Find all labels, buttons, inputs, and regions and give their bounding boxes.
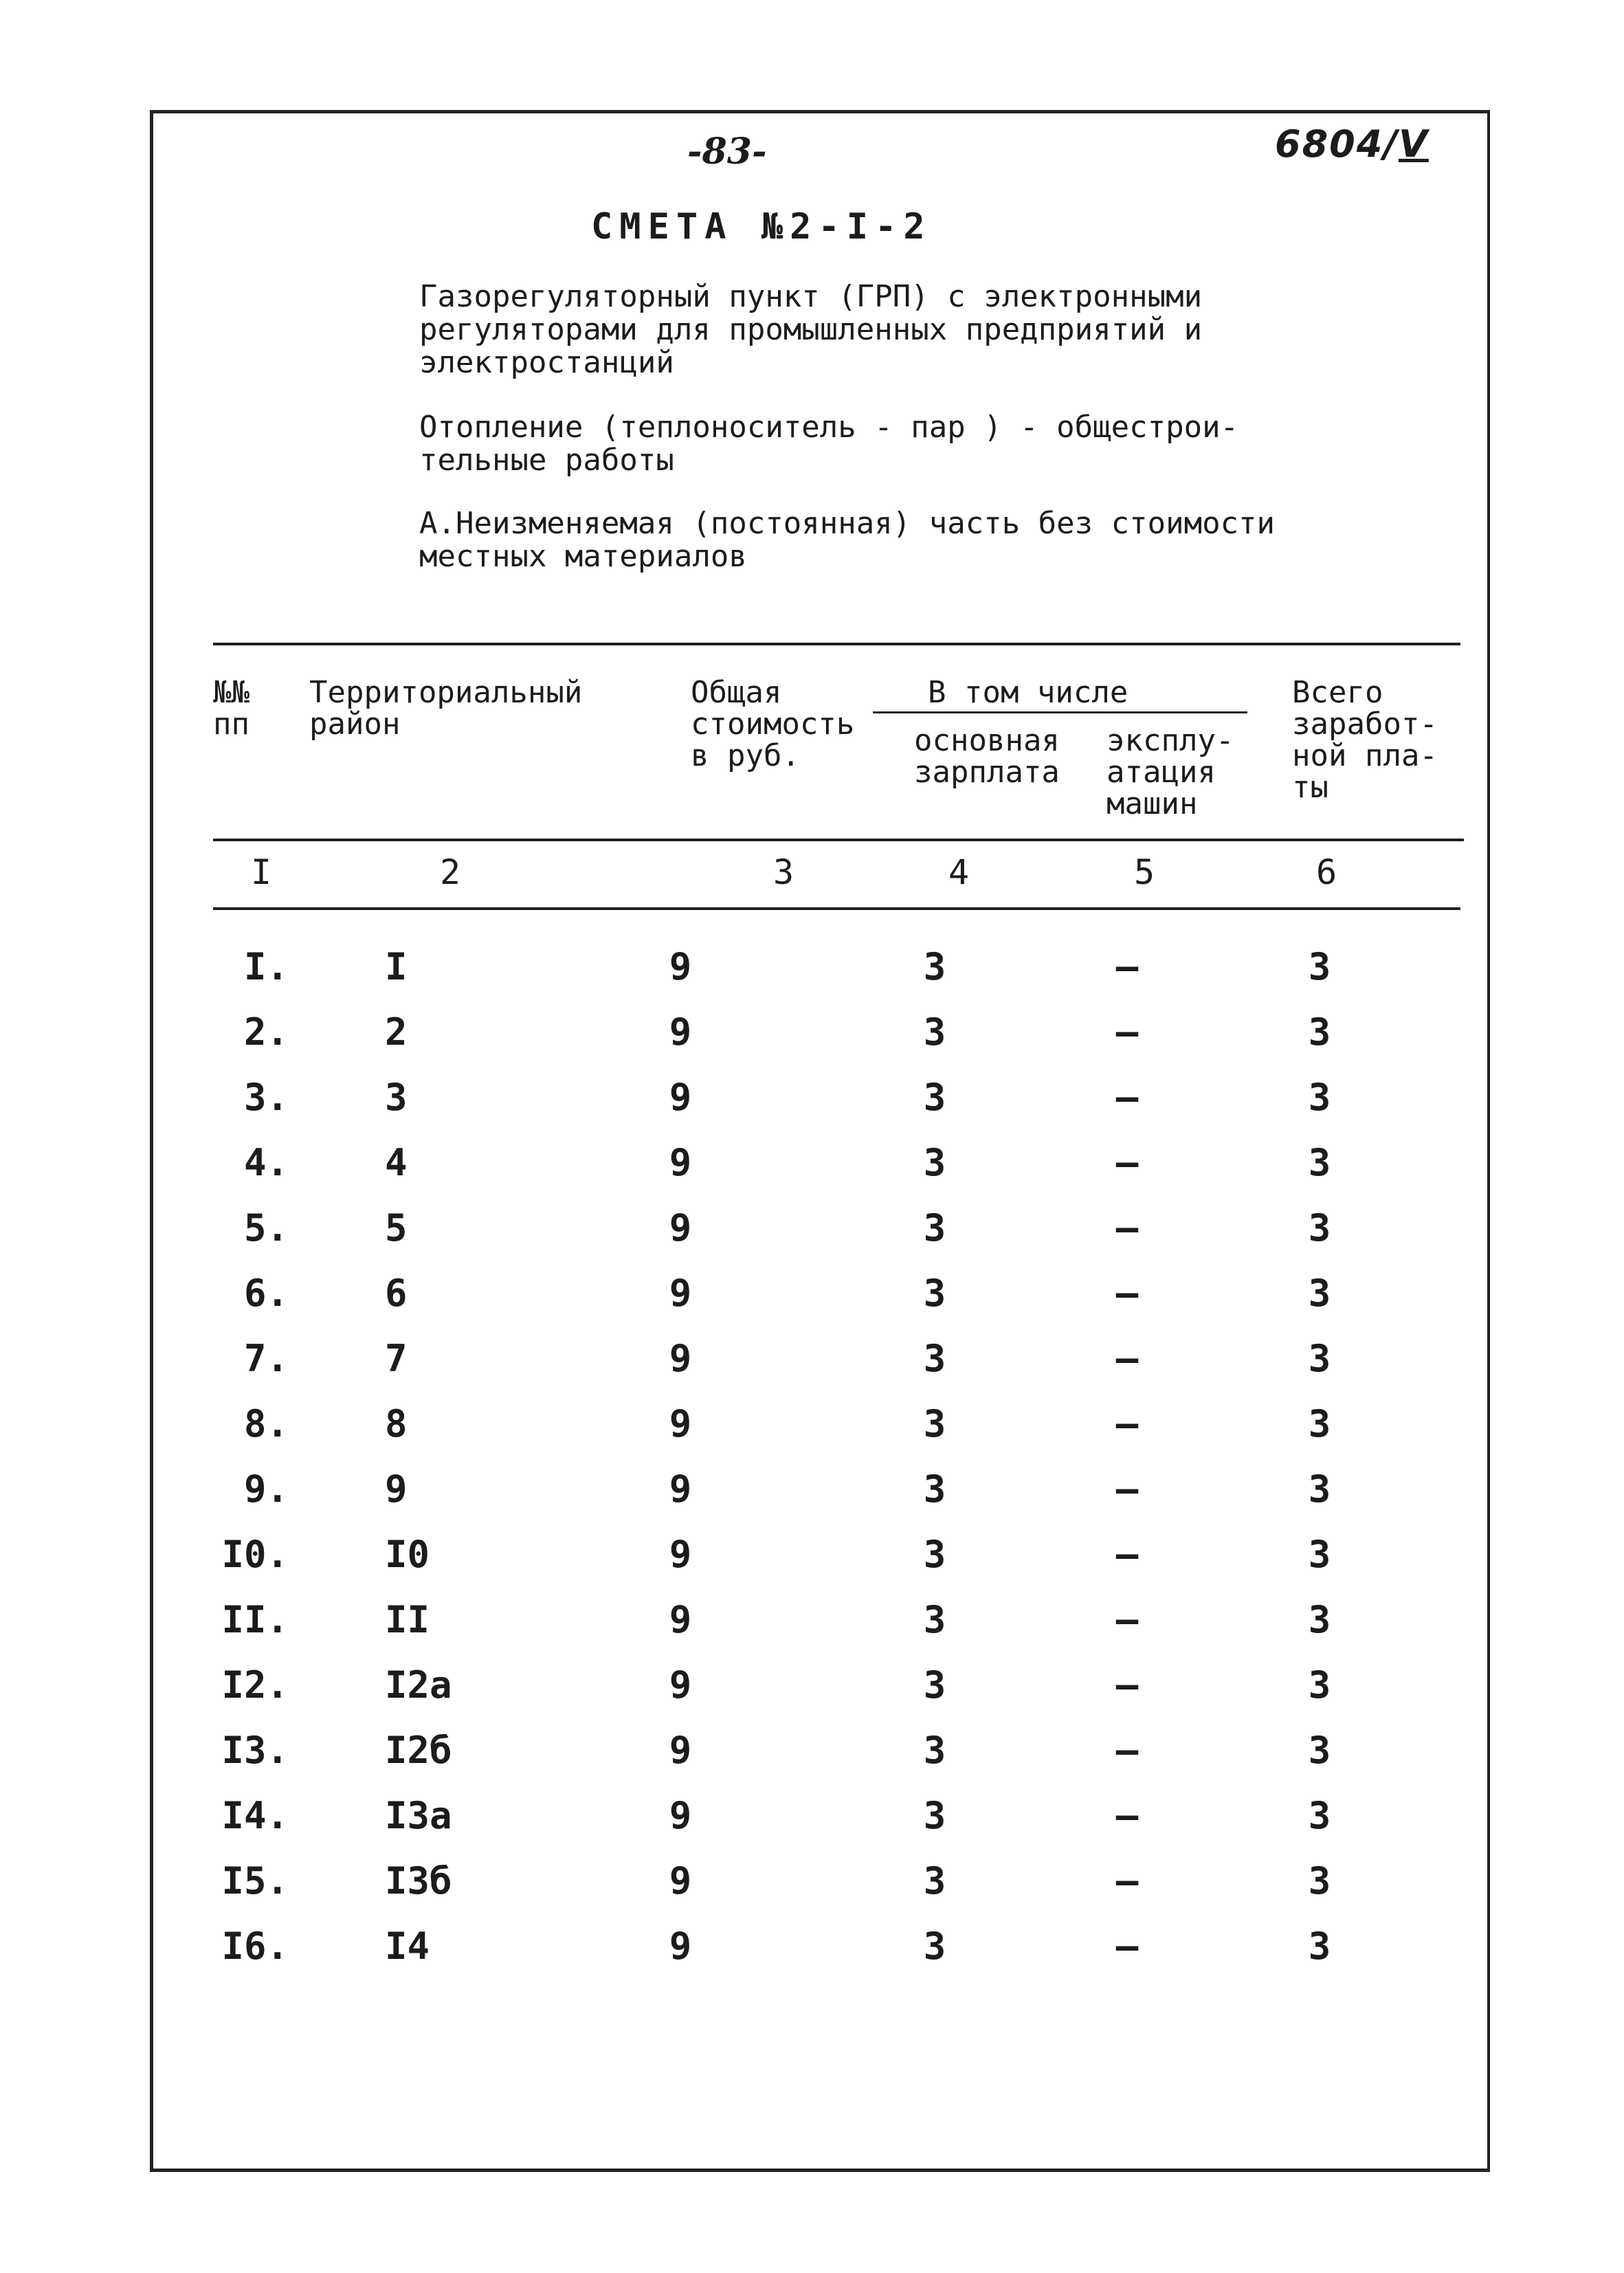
column-number-3: 3 — [772, 852, 794, 892]
table-row — [0, 1663, 1624, 1725]
total-wage-cell: 3 — [1308, 1337, 1331, 1380]
total-cost-cell: 9 — [669, 1663, 692, 1707]
total-cost-cell: 9 — [669, 945, 692, 988]
table-top-rule — [213, 643, 1460, 645]
section-name: Отопление (теплоноситель - пар ) - общестрои- тельные работы — [419, 410, 1239, 478]
total-cost-cell: 9 — [669, 1076, 692, 1119]
total-wage-cell: 3 — [1308, 1076, 1331, 1119]
total-cost-cell: 9 — [669, 1010, 692, 1054]
total-wage-cell: 3 — [1308, 1141, 1331, 1184]
header-total-cost: Общая стоимость в руб. — [691, 675, 855, 773]
total-cost-cell: 9 — [669, 1337, 692, 1380]
header-machine-operation: эксплу- атация машин — [1106, 723, 1234, 821]
row-number: 7. — [243, 1337, 289, 1380]
total-wage-cell: 3 — [1308, 1010, 1331, 1054]
row-number: 2. — [243, 1010, 289, 1054]
row-number: 3. — [243, 1076, 289, 1119]
object-description: Газорегуляторный пункт (ГРП) с электронными регуляторами для промышленных предприятий и электростанций — [419, 279, 1203, 380]
document-title: СМЕТА №2-I-2 — [591, 206, 932, 247]
total-wage-cell: 3 — [1308, 1533, 1331, 1576]
machine-cell: – — [1115, 1010, 1139, 1054]
base-wage-cell: 3 — [923, 1337, 946, 1380]
total-wage-cell: 3 — [1308, 1272, 1331, 1315]
total-cost-cell: 9 — [669, 1206, 692, 1250]
table-row — [0, 1141, 1624, 1203]
region-cell: 9 — [385, 1467, 408, 1511]
total-wage-cell: 3 — [1308, 1206, 1331, 1250]
region-cell: I0 — [385, 1533, 430, 1576]
base-wage-cell: 3 — [923, 1010, 946, 1054]
column-number-6: 6 — [1315, 852, 1337, 892]
base-wage-cell: 3 — [923, 1402, 946, 1445]
machine-cell: – — [1115, 1467, 1139, 1511]
base-wage-cell: 3 — [923, 1925, 946, 1968]
machine-cell: – — [1115, 1533, 1139, 1576]
table-row — [0, 1729, 1624, 1790]
header-row-number: №№ пп — [213, 675, 249, 742]
machine-cell: – — [1115, 945, 1139, 988]
total-cost-cell: 9 — [669, 1794, 692, 1837]
total-cost-cell: 9 — [669, 1272, 692, 1315]
machine-cell: – — [1115, 1663, 1139, 1707]
column-number-rule — [213, 907, 1460, 910]
base-wage-cell: 3 — [923, 1076, 946, 1119]
total-wage-cell: 3 — [1308, 1859, 1331, 1903]
row-number: 5. — [243, 1206, 289, 1250]
row-number: I5. — [221, 1859, 289, 1903]
row-number: I0. — [221, 1533, 289, 1576]
total-wage-cell: 3 — [1308, 1467, 1331, 1511]
base-wage-cell: 3 — [923, 1859, 946, 1903]
table-row — [0, 945, 1624, 1007]
region-cell: 6 — [385, 1272, 408, 1315]
base-wage-cell: 3 — [923, 945, 946, 988]
table-row — [0, 1794, 1624, 1856]
machine-cell: – — [1115, 1206, 1139, 1250]
total-cost-cell: 9 — [669, 1598, 692, 1641]
row-number: I. — [243, 945, 289, 988]
document-code-main: 6804/ — [1275, 122, 1399, 166]
base-wage-cell: 3 — [923, 1467, 946, 1511]
total-cost-cell: 9 — [669, 1859, 692, 1903]
region-cell: I2б — [385, 1729, 452, 1772]
total-cost-cell: 9 — [669, 1729, 692, 1772]
total-wage-cell: 3 — [1308, 1402, 1331, 1445]
table-row — [0, 1402, 1624, 1464]
region-cell: 5 — [385, 1206, 408, 1250]
table-row — [0, 1272, 1624, 1333]
machine-cell: – — [1115, 1598, 1139, 1641]
total-wage-cell: 3 — [1308, 1663, 1331, 1707]
group-header-rule — [873, 711, 1247, 713]
total-wage-cell: 3 — [1308, 945, 1331, 988]
row-number: 6. — [243, 1272, 289, 1315]
row-number: I2. — [221, 1663, 289, 1707]
header-including: В том числе — [928, 675, 1128, 710]
row-number: II. — [221, 1598, 289, 1641]
column-number-5: 5 — [1133, 852, 1155, 892]
table-row — [0, 1925, 1624, 1986]
region-cell: I3а — [385, 1794, 452, 1837]
header-total-wage: Всего заработ- ной пла- ты — [1292, 675, 1438, 805]
region-cell: II — [385, 1598, 430, 1641]
machine-cell: – — [1115, 1272, 1139, 1315]
region-cell: 3 — [385, 1076, 408, 1119]
base-wage-cell: 3 — [923, 1794, 946, 1837]
row-number: 8. — [243, 1402, 289, 1445]
part-name: А.Неизменяемая (постоянная) часть без стоимости местных материалов — [419, 506, 1276, 574]
row-number: 4. — [243, 1141, 289, 1184]
base-wage-cell: 3 — [923, 1272, 946, 1315]
row-number: 9. — [243, 1467, 289, 1511]
machine-cell: – — [1115, 1337, 1139, 1380]
base-wage-cell: 3 — [923, 1663, 946, 1707]
total-wage-cell: 3 — [1308, 1794, 1331, 1837]
region-cell: 2 — [385, 1010, 408, 1054]
table-row — [0, 1467, 1624, 1529]
region-cell: I3б — [385, 1859, 452, 1903]
total-cost-cell: 9 — [669, 1141, 692, 1184]
total-wage-cell: 3 — [1308, 1729, 1331, 1772]
header-bottom-rule — [213, 839, 1464, 841]
header-base-wage: основная зарплата — [914, 723, 1060, 790]
table-row — [0, 1076, 1624, 1138]
machine-cell: – — [1115, 1141, 1139, 1184]
machine-cell: – — [1115, 1925, 1139, 1968]
region-cell: I4 — [385, 1925, 430, 1968]
machine-cell: – — [1115, 1402, 1139, 1445]
header-territorial-region: Территориальный район — [309, 675, 583, 742]
row-number: I3. — [221, 1729, 289, 1772]
total-wage-cell: 3 — [1308, 1925, 1331, 1968]
base-wage-cell: 3 — [923, 1533, 946, 1576]
table-row — [0, 1859, 1624, 1921]
table-row — [0, 1010, 1624, 1072]
page-number: -83- — [687, 131, 767, 173]
column-number-4: 4 — [948, 852, 970, 892]
region-cell: I2а — [385, 1663, 452, 1707]
row-number: I4. — [221, 1794, 289, 1837]
base-wage-cell: 3 — [923, 1206, 946, 1250]
total-cost-cell: 9 — [669, 1925, 692, 1968]
table-row — [0, 1337, 1624, 1399]
total-cost-cell: 9 — [669, 1467, 692, 1511]
region-cell: 4 — [385, 1141, 408, 1184]
table-row — [0, 1598, 1624, 1660]
base-wage-cell: 3 — [923, 1598, 946, 1641]
machine-cell: – — [1115, 1794, 1139, 1837]
region-cell: 7 — [385, 1337, 408, 1380]
document-code — [1275, 122, 1429, 166]
total-cost-cell: 9 — [669, 1533, 692, 1576]
table-row — [0, 1206, 1624, 1268]
total-wage-cell: 3 — [1308, 1598, 1331, 1641]
document-code-suffix: Ⅴ — [1399, 122, 1429, 166]
machine-cell: – — [1115, 1729, 1139, 1772]
column-number-1: I — [250, 852, 272, 892]
base-wage-cell: 3 — [923, 1141, 946, 1184]
machine-cell: – — [1115, 1859, 1139, 1903]
table-row — [0, 1533, 1624, 1595]
region-cell: 8 — [385, 1402, 408, 1445]
base-wage-cell: 3 — [923, 1729, 946, 1772]
total-cost-cell: 9 — [669, 1402, 692, 1445]
machine-cell: – — [1115, 1076, 1139, 1119]
row-number: I6. — [221, 1925, 289, 1968]
region-cell: I — [385, 945, 408, 988]
column-number-2: 2 — [439, 852, 461, 892]
